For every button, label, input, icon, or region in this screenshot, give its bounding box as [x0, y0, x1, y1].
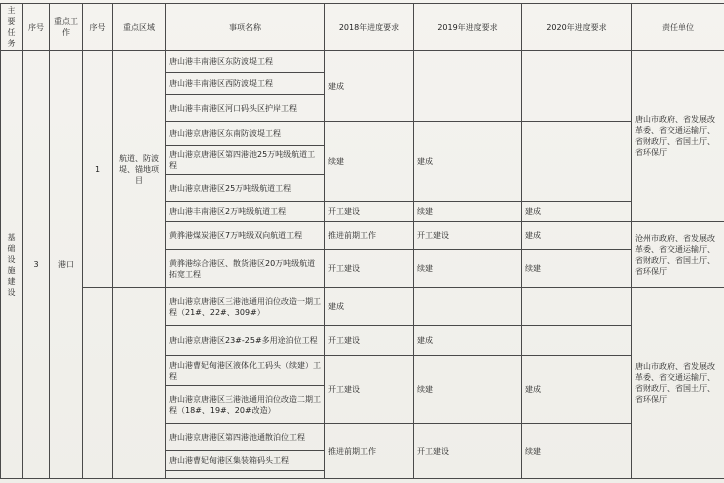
item-name: 唐山港京唐港区三港池通用泊位改造一期工程（21#、22#、309#）: [166, 288, 325, 326]
item-name: 黄骅港煤炭港区7万吨级双向航道工程: [166, 222, 325, 250]
progress-2019: 续建: [414, 250, 522, 288]
progress-2019: 开工建设: [414, 424, 522, 479]
progress-2019: [414, 51, 522, 122]
progress-2020: [522, 122, 632, 202]
table-row: [1, 51, 724, 73]
item-name: 唐山港京唐港区25万吨级航道工程: [166, 175, 325, 202]
group1-area: 航道、防波堤、锚地项目: [113, 51, 166, 288]
progress-2020: [522, 51, 632, 122]
item-name: 唐山港丰南港区2万吨级航道工程: [166, 202, 325, 222]
progress-2019: 续建: [414, 202, 522, 222]
header-2018: 2018年进度要求: [325, 4, 414, 51]
item-name: 唐山港京唐港区东南防波堤工程: [166, 122, 325, 146]
progress-2020: 建成: [522, 202, 632, 222]
key-work-cell: 港口: [50, 51, 83, 479]
header-row: [1, 4, 724, 51]
progress-2019: 建成: [414, 122, 522, 202]
table-row: [1, 288, 724, 326]
progress-2018: 开工建设: [325, 250, 414, 288]
header-seq2: 序号: [83, 4, 113, 51]
progress-2018: 建成: [325, 288, 414, 326]
item-name: 黄骅港综合港区、散货港区20万吨级航道拓宽工程: [166, 250, 325, 288]
item-name: 唐山港曹妃甸港区集装箱码头工程: [166, 451, 325, 471]
progress-2018: 推进前期工作: [325, 424, 414, 479]
progress-2020: [522, 288, 632, 326]
progress-2018: 推进前期工作: [325, 222, 414, 250]
progress-table: [0, 3, 724, 479]
item-name: 唐山港京唐港区三港池通用泊位改造二期工程（18#、19#、20#改造）: [166, 386, 325, 424]
item-name: 唐山港京唐港区23#-25#多用途泊位工程: [166, 326, 325, 356]
item-name: 唐山港丰南港区西防波堤工程: [166, 73, 325, 95]
header-seq: 序号: [23, 4, 50, 51]
responsible-unit: 唐山市政府、省发展改革委、省交通运输厅、省财政厅、省国土厅、省环保厅: [632, 288, 724, 479]
progress-2020: 建成: [522, 222, 632, 250]
item-name: 唐山港丰南港区东防波堤工程: [166, 51, 325, 73]
header-key-work: 重点工作: [50, 4, 83, 51]
header-key-area: 重点区域: [113, 4, 166, 51]
item-name: [166, 471, 325, 479]
header-item: 事项名称: [166, 4, 325, 51]
group2-seq: [83, 288, 113, 479]
seq-cell: 3: [23, 51, 50, 479]
progress-2020: [522, 326, 632, 356]
progress-2018: 开工建设: [325, 356, 414, 424]
progress-2019: 建成: [414, 326, 522, 356]
group1-seq: 1: [83, 51, 113, 288]
progress-2019: 续建: [414, 356, 522, 424]
group2-area: [113, 288, 166, 479]
item-name: 唐山港京唐港区第四港池通散泊位工程: [166, 424, 325, 451]
progress-2020: 建成: [522, 356, 632, 424]
progress-2019: [414, 288, 522, 326]
item-name: 唐山港京唐港区第四港池25万吨级航道工程: [166, 146, 325, 175]
header-resp: 责任单位: [632, 4, 724, 51]
progress-2018: 建成: [325, 51, 414, 122]
responsible-unit: 唐山市政府、省发展改革委、省交通运输厅、省财政厅、省国土厅、省环保厅: [632, 51, 724, 222]
item-name: 唐山港曹妃甸港区液体化工码头（续建）工程: [166, 356, 325, 386]
responsible-unit: 沧州市政府、省发展改革委、省交通运输厅、省财政厅、省国土厅、省环保厅: [632, 222, 724, 288]
header-task: 主要任务: [1, 4, 23, 51]
progress-2019: 开工建设: [414, 222, 522, 250]
task-cell: 基础设施建设: [1, 51, 23, 479]
header-2019: 2019年进度要求: [414, 4, 522, 51]
progress-2018: 开工建设: [325, 326, 414, 356]
header-2020: 2020年进度要求: [522, 4, 632, 51]
progress-2020: 续建: [522, 250, 632, 288]
item-name: 唐山港丰南港区河口码头区护岸工程: [166, 95, 325, 122]
progress-2020: 续建: [522, 424, 632, 479]
progress-2018: 续建: [325, 122, 414, 202]
progress-2018: 开工建设: [325, 202, 414, 222]
